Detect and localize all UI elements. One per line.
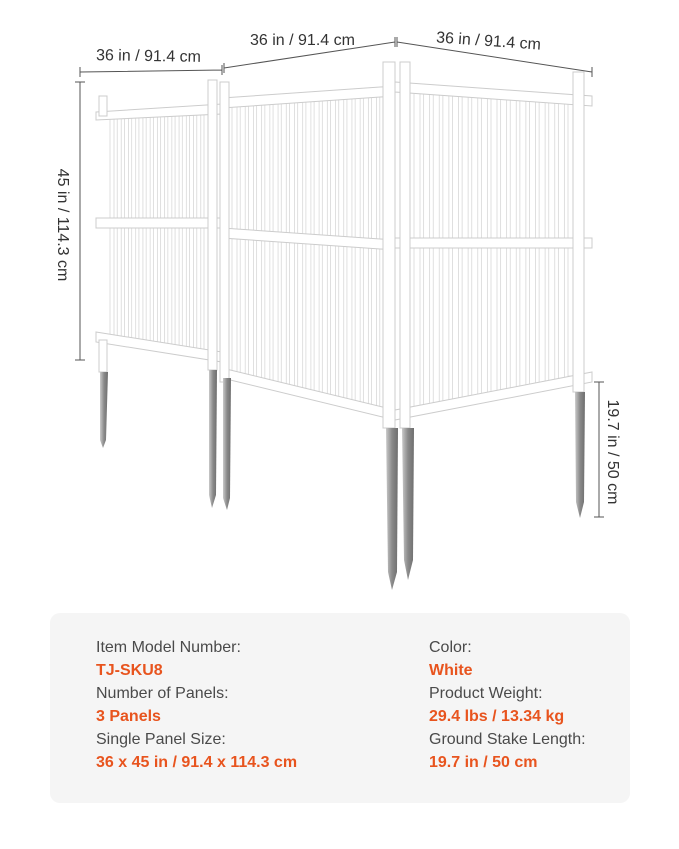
picket — [289, 100, 294, 388]
spec-label: Ground Stake Length: — [429, 731, 586, 748]
picket — [298, 99, 303, 390]
panel-height-label: 45 in / 114.3 cm — [54, 168, 71, 282]
picket — [424, 91, 430, 410]
spec-label: Color: — [429, 639, 472, 656]
picket — [204, 110, 208, 354]
picket — [314, 98, 319, 394]
panel-width-label-1: 36 in / 91.4 cm — [95, 47, 202, 66]
spec-value: 3 Panels — [96, 708, 161, 725]
stake-length-label: 19.7 in / 50 cm — [604, 399, 621, 505]
picket — [168, 112, 172, 347]
picket — [443, 92, 449, 405]
spec-value: 29.4 lbs / 13.34 kg — [429, 708, 565, 725]
picket — [197, 110, 201, 352]
panel-width-label-3: 36 in / 91.4 cm — [435, 29, 542, 54]
spec-label: Product Weight: — [429, 685, 543, 702]
left-panel — [96, 80, 222, 372]
picket — [182, 111, 186, 349]
picket — [363, 94, 368, 407]
spec-value: 36 x 45 in / 91.4 x 114.3 cm — [96, 754, 298, 771]
spec-value: TJ-SKU8 — [96, 662, 163, 679]
picket — [347, 95, 352, 403]
picket — [153, 113, 157, 344]
right-panel — [383, 62, 592, 428]
picket — [355, 95, 360, 406]
picket — [331, 96, 336, 398]
spec-column-left — [96, 637, 297, 775]
spec-label: Number of Panels: — [96, 685, 229, 702]
spec-value: 19.7 in / 50 cm — [429, 754, 538, 771]
panel-width-label-2: 36 in / 91.4 cm — [250, 32, 355, 49]
spec-label: Item Model Number: — [96, 639, 241, 656]
picket — [433, 92, 439, 408]
picket — [175, 112, 179, 349]
picket — [306, 98, 311, 392]
picket — [372, 93, 377, 409]
picket — [190, 111, 194, 351]
middle-panel — [220, 82, 395, 420]
picket — [322, 97, 327, 396]
picket — [414, 90, 420, 412]
spec-column-right — [429, 637, 586, 775]
picket — [339, 96, 344, 401]
spec-card — [50, 613, 630, 803]
spec-label: Single Panel Size: — [96, 731, 226, 748]
picket — [161, 113, 165, 346]
spec-value: White — [429, 662, 473, 679]
